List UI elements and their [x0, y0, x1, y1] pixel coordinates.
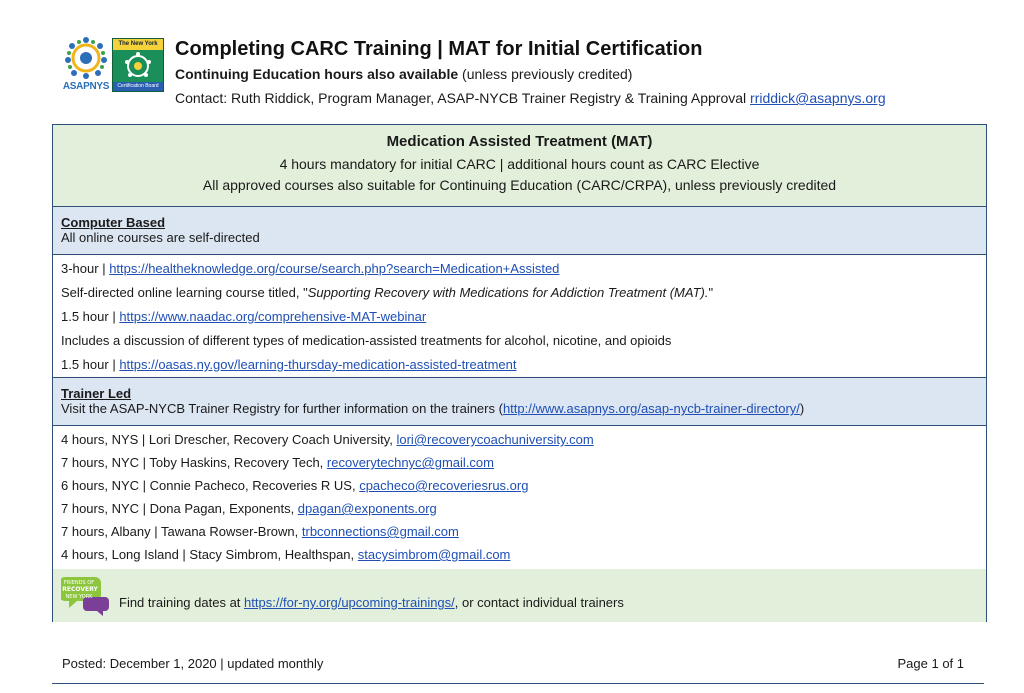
page-number: Page 1 of 1	[897, 656, 964, 671]
trainer-email-link[interactable]: recoverytechnyc@gmail.com	[326, 455, 494, 470]
list-item	[61, 333, 671, 348]
mat-title: Medication Assisted Treatment (MAT)	[386, 133, 653, 150]
trainer-email-link[interactable]: cpacheco@recoveriesrus.org	[359, 478, 529, 493]
trainer-info: 4 hours, Long Island | Stacy Simbrom, Healthspan,	[61, 547, 358, 562]
contact-label: Contact: Ruth Riddick, Program Manager, ASAP-NYCB Trainer Registry & Training Approval	[175, 90, 751, 106]
ffr-logo-text-1: FRIENDS OF	[63, 580, 95, 586]
computer-based-title: Computer Based	[61, 215, 166, 230]
trainer-info: 7 hours, NYC | Toby Haskins, Recovery Tech,	[61, 455, 327, 470]
trainer-list	[53, 425, 986, 570]
trainer-directory-link[interactable]: http://www.asapnys.org/asap-nycb-trainer-directory/	[502, 401, 800, 416]
course-desc-b: "	[708, 285, 714, 300]
course-desc: Includes a discussion of different types of medication-assisted treatments for alcohol, nicotine, and opioids	[61, 333, 672, 348]
find-suffix: , or contact individual trainers	[454, 595, 624, 610]
nycb-emblem-icon	[113, 50, 163, 82]
nycb-logo-bottom-text: Certification Board	[113, 82, 163, 91]
upcoming-trainings-link[interactable]: https://for-ny.org/upcoming-trainings/	[244, 595, 455, 610]
ffr-logo-text-2: RECOVERY	[62, 586, 98, 593]
list-item	[61, 501, 437, 516]
trainer-email-link[interactable]: trbconnections@gmail.com	[301, 524, 459, 539]
list-item	[61, 547, 510, 562]
trainer-email-link[interactable]: dpagan@exponents.org	[297, 501, 437, 516]
ffr-logo-text-3: NEW YORK	[65, 594, 93, 600]
subtitle-rest: (unless previously credited)	[458, 66, 633, 82]
trainer-info: 4 hours, NYS | Lori Drescher, Recovery Coach University,	[61, 432, 397, 447]
list-item	[61, 285, 713, 300]
friends-of-recovery-logo-icon	[61, 573, 111, 617]
computer-based-desc: All online courses are self-directed	[61, 230, 260, 245]
mat-requirement-line: 4 hours mandatory for initial CARC | additional hours count as CARC Elective	[279, 156, 760, 172]
subtitle	[175, 66, 632, 82]
footer-divider	[52, 683, 984, 684]
posted-date: Posted: December 1, 2020 | updated monthly	[62, 656, 324, 671]
course-duration: 1.5 hour |	[61, 357, 120, 372]
course-desc-italic: Supporting Recovery with Medications for Addiction Treatment (MAT).	[307, 285, 709, 300]
course-duration: 1.5 hour |	[61, 309, 120, 324]
list-item	[61, 261, 559, 276]
list-item	[61, 478, 528, 493]
find-prefix: Find training dates at	[119, 595, 245, 610]
course-desc-a: Self-directed online learning course titled, "	[61, 285, 308, 300]
list-item	[61, 524, 459, 539]
computer-based-header	[53, 206, 986, 255]
course-table	[52, 124, 987, 622]
trainer-led-header	[53, 377, 986, 426]
trainer-led-desc-b: )	[799, 401, 805, 416]
contact-email-link[interactable]: rriddick@asapnys.org	[750, 90, 886, 106]
mat-header-block	[53, 125, 986, 206]
list-item	[61, 432, 594, 447]
nycb-logo	[112, 38, 164, 92]
trainer-info: 6 hours, NYC | Connie Pacheco, Recoveries R US,	[61, 478, 360, 493]
list-item	[61, 357, 517, 372]
trainer-led-desc-a: Visit the ASAP-NYCB Trainer Registry for further information on the trainers (	[61, 401, 503, 416]
find-training-text	[119, 595, 624, 610]
course-link[interactable]: https://oasas.ny.gov/learning-thursday-medication-assisted-treatment	[119, 357, 517, 372]
computer-based-list	[53, 254, 986, 378]
asapnys-logo-text: ASAPNYS	[62, 81, 110, 92]
list-item	[61, 455, 494, 470]
list-item	[61, 309, 426, 324]
course-link[interactable]: https://www.naadac.org/comprehensive-MAT-webinar	[119, 309, 427, 324]
find-training-row	[53, 569, 986, 622]
logo-group	[62, 36, 166, 94]
page-title: Completing CARC Training | MAT for Initial Certification	[175, 38, 703, 60]
course-link[interactable]: https://healtheknowledge.org/course/search.php?search=Medication+Assisted	[109, 261, 560, 276]
nycb-logo-top-text: The New York	[113, 39, 163, 50]
trainer-info: 7 hours, Albany | Tawana Rowser-Brown,	[61, 524, 302, 539]
contact-line	[175, 90, 886, 106]
trainer-email-link[interactable]: stacysimbrom@gmail.com	[357, 547, 511, 562]
course-duration: 3-hour |	[61, 261, 110, 276]
subtitle-bold: Continuing Education hours also available	[175, 66, 459, 82]
trainer-led-title: Trainer Led	[61, 386, 132, 401]
trainer-info: 7 hours, NYC | Dona Pagan, Exponents,	[61, 501, 298, 516]
mat-ce-line: All approved courses also suitable for Continuing Education (CARC/CRPA), unless previously credited	[202, 177, 837, 193]
trainer-led-desc	[61, 401, 986, 416]
trainer-email-link[interactable]: lori@recoverycoachuniversity.com	[396, 432, 594, 447]
